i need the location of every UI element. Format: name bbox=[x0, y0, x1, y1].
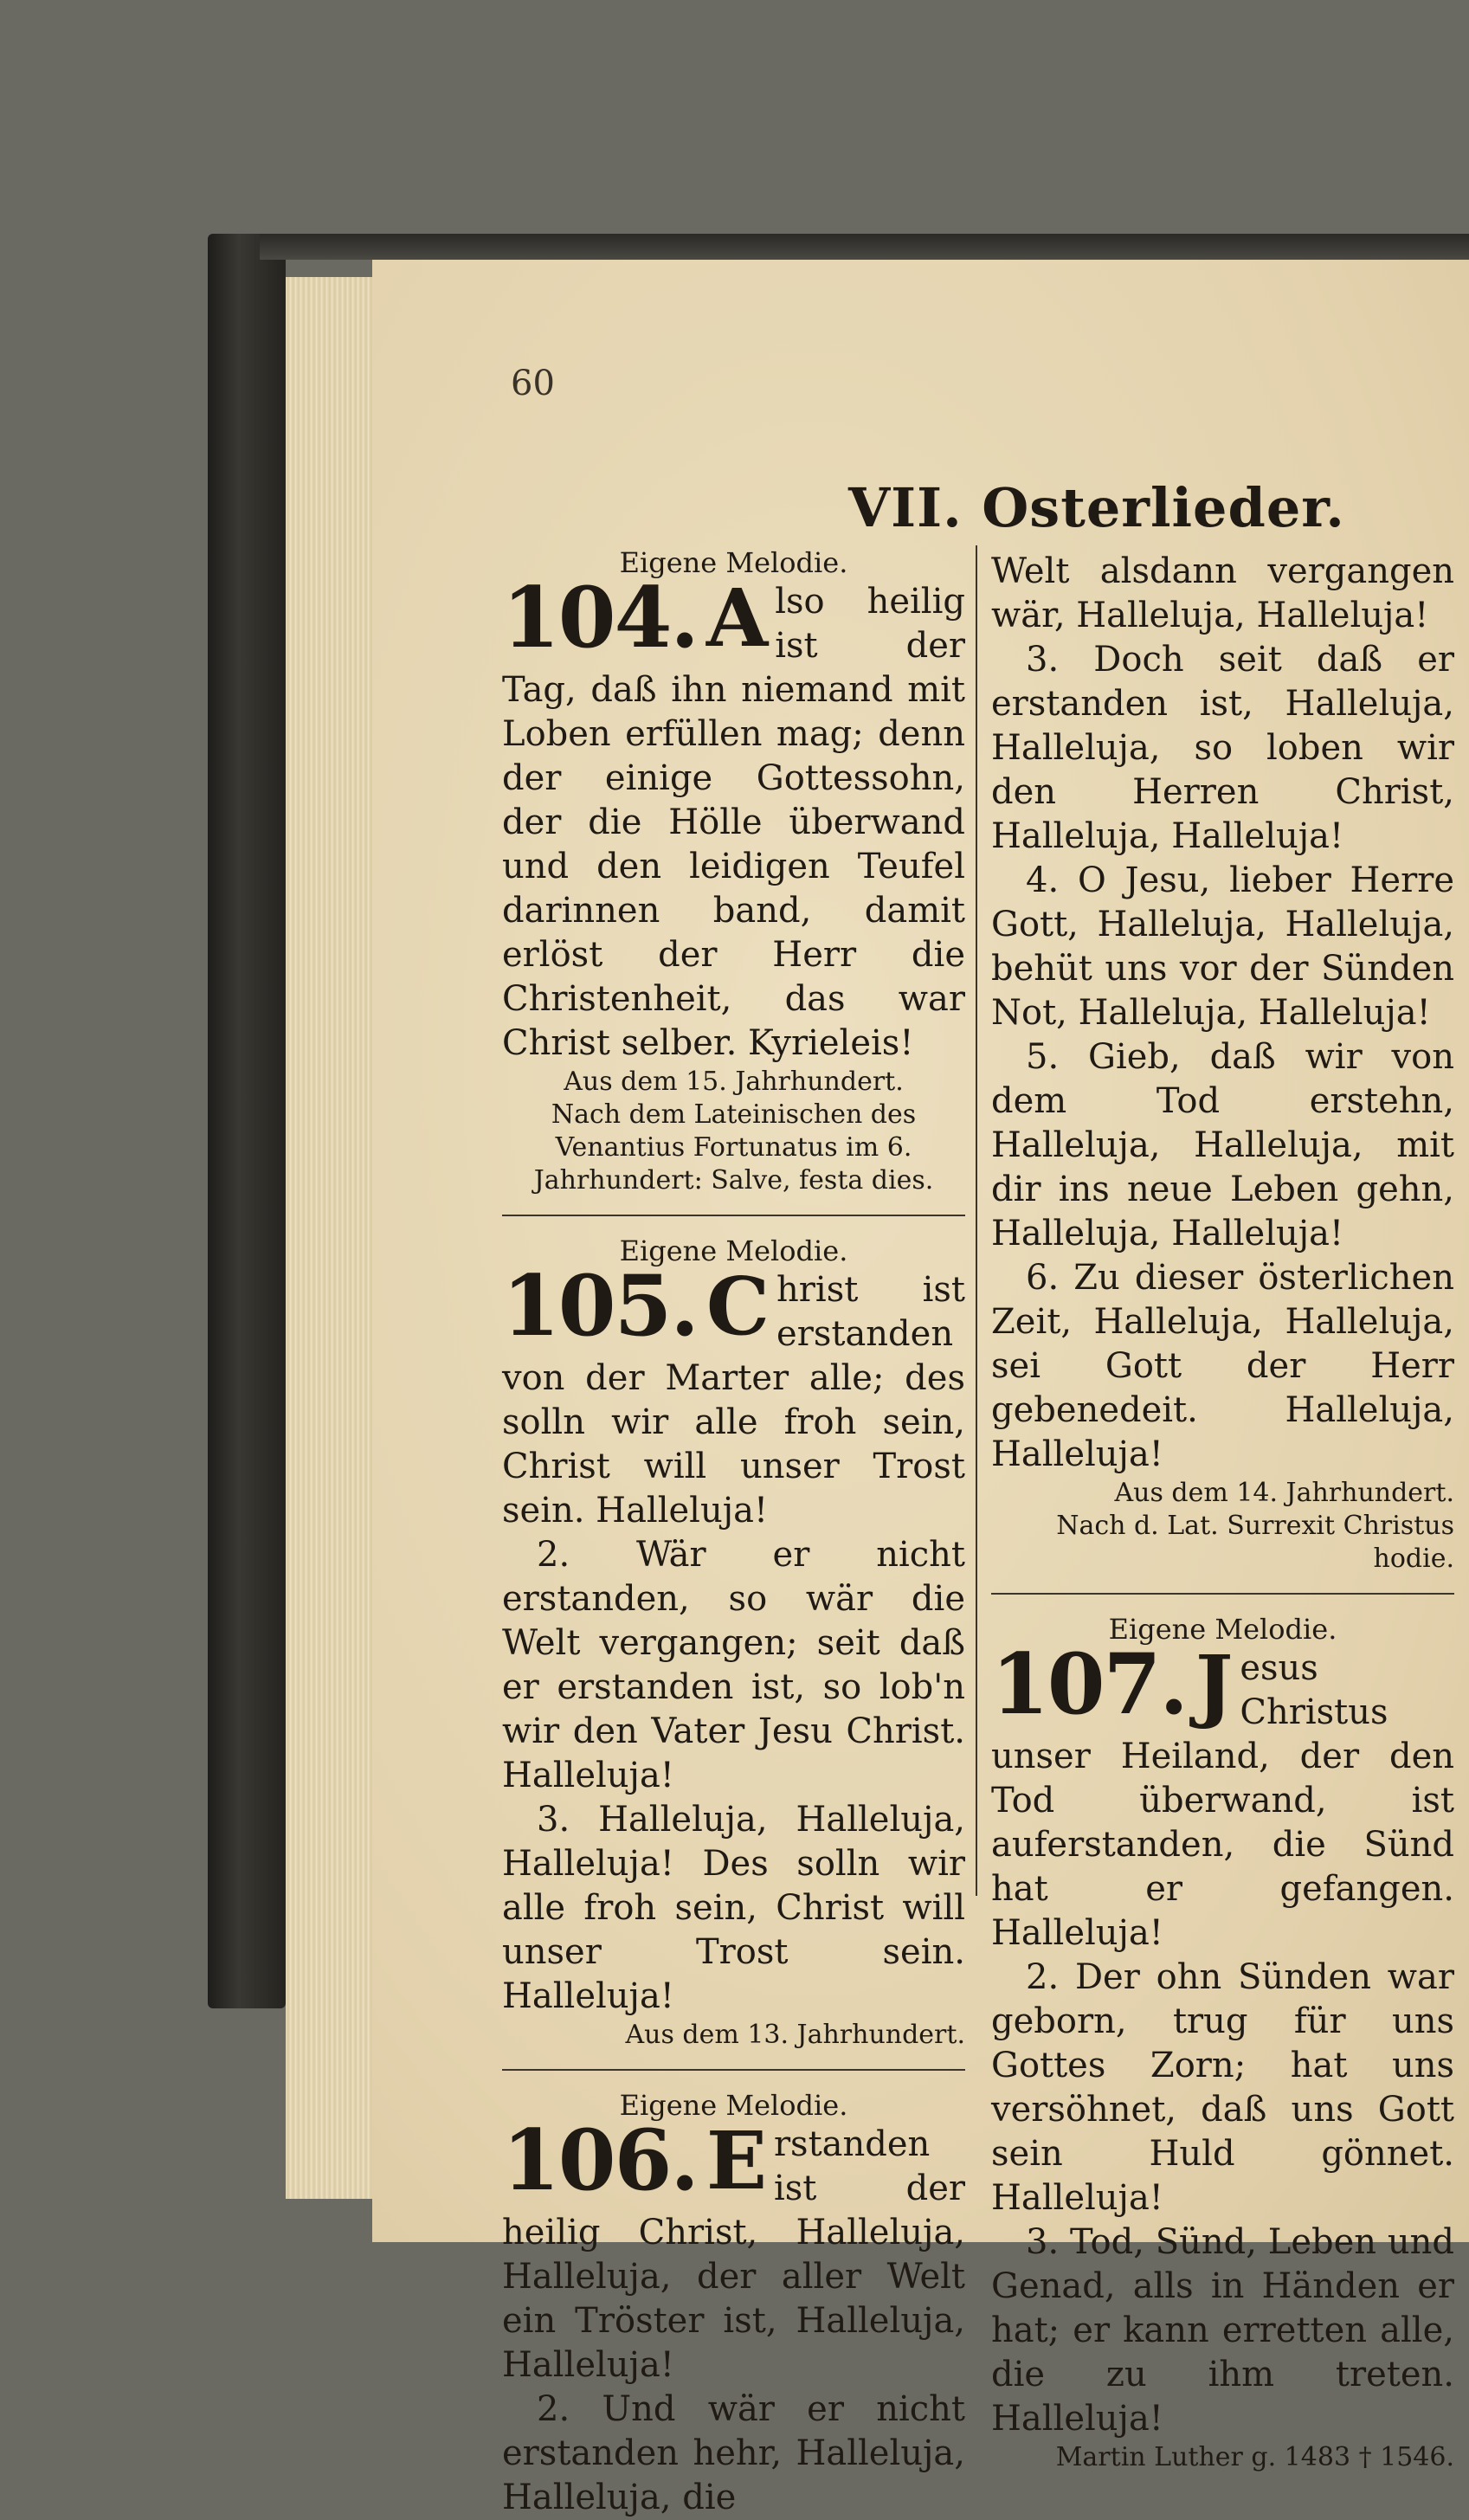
hymn-106-verse-6: 6. Zu dieser österlichen Zeit, Halleluja, Halleluja, sei Gott der Herr gebenedeit. Halleluja, Halleluja! bbox=[991, 1258, 1454, 1474]
hymn-separator bbox=[502, 1215, 965, 1216]
hymn-106 bbox=[502, 2088, 965, 2520]
hymn-107 bbox=[991, 1612, 1454, 2474]
hymn-105-body: hrist ist erstanden von der Marter alle; des solln wir alle froh sein, Christ will unser Trost sein. Halleluja! bbox=[502, 1270, 965, 1531]
hymn-104-source: Aus dem 15. Jahrhundert. bbox=[564, 1067, 904, 1097]
hymn-separator bbox=[991, 1593, 1454, 1595]
hymn-107-number: 107. bbox=[991, 1635, 1187, 1733]
left-column bbox=[502, 545, 965, 2520]
book-cover-edge bbox=[260, 234, 1469, 260]
column-divider bbox=[976, 545, 977, 1896]
hymn-106-source-note: Nach d. Lat. Surrexit Christus hodie. bbox=[1056, 1511, 1454, 1574]
book-spine bbox=[208, 234, 286, 2008]
hymn-107-text bbox=[991, 1635, 1454, 1956]
hymn-107-melody: Eigene Melodie. bbox=[1108, 1613, 1337, 1646]
hymn-104-text bbox=[502, 569, 965, 1066]
hymn-105-source: Aus dem 13. Jahrhundert. bbox=[625, 2020, 965, 2050]
hymn-106-initial: E bbox=[706, 2114, 767, 2207]
hymn-105-number: 105. bbox=[502, 1257, 698, 1355]
hymn-104-initial: A bbox=[706, 571, 769, 665]
hymn-106-text bbox=[502, 2111, 965, 2388]
hymn-107-body: esus Christus unser Heiland, der den Tod überwand, ist auferstanden, die Sünd hat er gefangen. Halleluja! bbox=[991, 1648, 1454, 1953]
hymn-106-verse-2-start: 2. Und wär er nicht erstanden hehr, Halleluja, Halleluja, die bbox=[502, 2389, 965, 2517]
hymn-106-source: Aus dem 14. Jahrhundert. bbox=[1114, 1478, 1454, 1508]
page-stack-edges bbox=[286, 277, 381, 2199]
hymn-104-melody: Eigene Melodie. bbox=[619, 546, 848, 579]
hymn-106-verse-2-end: Welt alsdann vergangen wär, Halleluja, Halleluja! bbox=[991, 551, 1454, 635]
hymn-105-initial: C bbox=[706, 1260, 770, 1353]
right-column bbox=[991, 550, 1454, 2474]
hymn-106-verse-4: 4. O Jesu, lieber Herre Gott, Halleluja, Halleluja, behüt uns vor der Sünden Not, Halleluja, Halleluja! bbox=[991, 860, 1454, 1033]
hymn-105-verse-3: 3. Halleluja, Halleluja, Halleluja! Des solln wir alle froh sein, Christ will unser Trost sein. Halleluja! bbox=[502, 1800, 965, 2016]
hymn-107-verse-3: 3. Tod, Sünd, Leben und Genad, alls in Händen er hat; er kann erretten alle, die zu ihm treten. Halleluja! bbox=[991, 2222, 1454, 2439]
hymn-105-text bbox=[502, 1257, 965, 1533]
hymn-106-verse-5: 5. Gieb, daß wir von dem Tod erstehn, Halleluja, Halleluja, mit dir ins neue Leben gehn, Halleluja, Halleluja! bbox=[991, 1037, 1454, 1254]
page-number: 60 bbox=[511, 364, 555, 403]
hymn-105-verse-2: 2. Wär er nicht erstanden, so wär die Welt vergangen; seit daß er erstanden ist, so lob'n wir den Vater Jesu Christ. Halleluja! bbox=[502, 1535, 965, 1795]
section-title: VII. Osterlieder. bbox=[848, 476, 1345, 539]
hymn-107-initial: J bbox=[1195, 1638, 1234, 1731]
hymn-104 bbox=[502, 545, 965, 1197]
hymn-104-number: 104. bbox=[502, 569, 698, 667]
hymn-104-body: lso heilig ist der Tag, daß ihn niemand mit Loben erfüllen mag; denn der einige Gottessohn, der die Hölle überwand und den leidigen Teufel darinnen band, damit erlöst der Herr die Christenheit, das war Christ selber. Kyrieleis! bbox=[502, 582, 965, 1063]
hymn-107-author: Martin Luther g. 1483 † 1546. bbox=[1055, 2442, 1454, 2472]
book-page bbox=[372, 260, 1469, 2517]
hymn-106-melody: Eigene Melodie. bbox=[619, 2089, 848, 2122]
hymn-separator bbox=[502, 2069, 965, 2071]
hymn-107-verse-2: 2. Der ohn Sünden war geborn, trug für uns Gottes Zorn; hat uns versöhnet, daß uns Gott sein Huld gönnet. Halleluja! bbox=[991, 1957, 1454, 2218]
hymn-105-melody: Eigene Melodie. bbox=[619, 1234, 848, 1267]
hymn-106-body: rstanden ist der heilig Christ, Halleluja, Halleluja, der aller Welt ein Tröster ist, Halleluja, Halleluja! bbox=[502, 2124, 965, 2385]
hymn-106-number: 106. bbox=[502, 2111, 698, 2209]
hymn-105 bbox=[502, 1234, 965, 2052]
hymn-104-source-note: Nach dem Lateinischen des Venantius Fortunatus im 6. Jahrhundert: Salve, festa dies. bbox=[533, 1099, 934, 1196]
hymn-106-verse-3: 3. Doch seit daß er erstanden ist, Halleluja, Halleluja, so loben wir den Herren Christ, Halleluja, Halleluja! bbox=[991, 640, 1454, 856]
